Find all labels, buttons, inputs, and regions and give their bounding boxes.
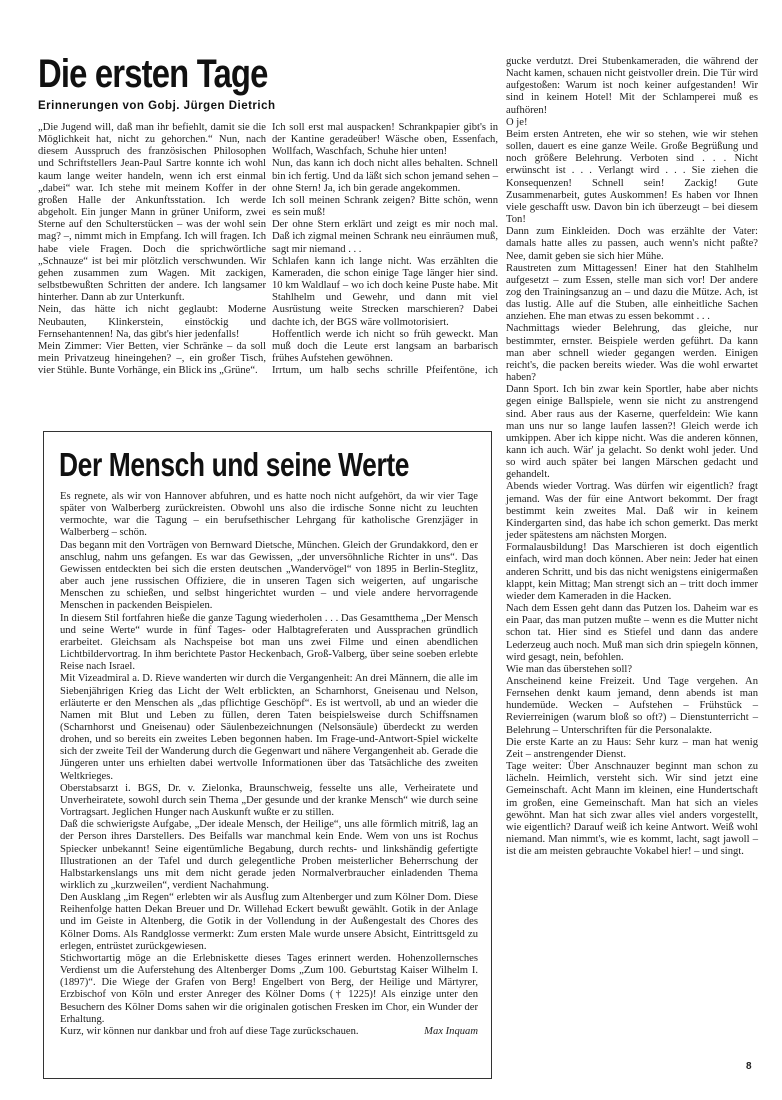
paragraph: „Die Jugend will, daß man ihr befiehlt, damit sie die Möglichkeit hat, nicht zu gehorchen.“ Nun, nach diesem Ausspruch des französischen Philosophen und Schriftstellers Jean-Paul Sartre konnte ich wohl kaum lange weiter handeln, wenn ich erst einmal „dabei“ war. Ich stehe mit meinem Koffer in der großen Halle der Ankunftsstation. Ich werde abgeholt. Ein junger Mann in grüner Uniform, zwei Sterne auf den Schulterstücken – was der wohl sein mag? –, nimmt mich in Empfang. Ich will fragen. Ich habe viele Fragen. Doch die sprichwörtliche „Schnauze“ ist bei mir plötzlich verschwunden. Wir gehen zusammen zum Wagen. Mit zackigen, selbstbewußten Schritten der andere. Ich langsamer hinterher. Dann ab zur Unterkunft. [38,122,266,304]
paragraph: Die erste Karte an zu Haus: Sehr kurz – man hat wenig Zeit – anstrengender Dienst. [506,736,758,760]
paragraph: Irrtum, um halb sechs schrille Pfeifentöne, ich [272,365,498,377]
paragraph: Schlafen kann ich lange nicht. Was erzählten die Kameraden, die schon einige Tage länger hier sind. 10 km Waldlauf – wo ich doch keine Puste habe. Mit Stahlhelm und Gewehr, und dann mit viel Ausrüstung weite Strecken marschieren? Dabei dachte ich, der BGS wäre vollmotorisiert. [272,255,498,328]
boxed-article-body [60,491,478,1038]
paragraph: Raustreten zum Mittagessen! Einer hat den Stahlhelm aufgesetzt – zum Essen, stelle man sich vor! Der andere zog den Trainingsanzug an – und dazu die Mütze. Ach, ist das lustig. Alle auf die Stuben, alle einheitliche Sachen anziehen. Ehe man etwas zu essen bekommt . . . [506,262,758,323]
article-subtitle: Erinnerungen von Gobj. Jürgen Dietrich [38,100,276,112]
boxed-article-title: Der Mensch und seine Werte [59,446,410,483]
paragraph: Mein Zimmer: Vier Betten, vier Schränke – da soll mein Privatzeug hineingehen? –, ein großer Tisch, vier Stühle. Bunte Vorhänge, ein Blick ins „Grüne“. [38,340,266,377]
paragraph: Nun, das kann ich doch nicht alles behalten. Schnell bin ich fertig. Und da läßt sich schon jemand sehen – ohne Stern! Ja, ich bin gerade angekommen. [272,158,498,194]
paragraph: Ich soll erst mal auspacken! Schrankpapier gibt's in der Kantine geradeüber! Wäsche oben, Essenfach, Wollfach, Waschfach, Schuhe hier unten! [272,122,498,158]
paragraph: Daß die schwierigste Aufgabe, „Der ideale Mensch, der Heilige“, uns alle förmlich mitriß, lag an der Person ihres Darstellers. Des Beifalls war manchmal kein Ende. Wem von uns ist Rochus Spiecker unbekannt! Seine eigentümliche Begabung, durch rechts- und linkshändig gefertigte Illustrationen an der Tafel und durch gelegentliche Proben meisterlicher Beherrschung der Halbstarkenslangs uns mit dem nicht gerade jeden Normalverbraucher einladenden Thema wirklich zu „kurzweilen“, verdient Nachahmung. [60,819,478,891]
paragraph: Wie man das überstehen soll? [506,663,633,675]
paragraph: Oberstabsarzt i. BGS, Dr. v. Zielonka, Braunschweig, fesselte uns alle, Verheiratete und Unverheiratete, sowohl durch sein Thema „Der gesunde und der kranke Mensch“ wie durch seine Vortragsart. Jeglichen Hunger nach Auskunft wußte er zu stillen. [60,782,478,819]
paragraph: Stichwortartig möge an die Erlebniskette dieses Tages erinnert werden. Hohenzollernsches Verdienst um die Auferstehung des Altenberger Doms „Zum 100. Geburtstag Kaiser Wilhelm I. (1897)“. Die Wiege der Grafen von Berg! Engelbert von Berg, der Heilige und Märtyrer, Erzbischof von Köln und erster Anreger des Kölner Doms († 1225)! Als einzige unter den Besuchern des Kölner Doms sahen wir die originalen gotischen Fresken im Chor, ein Wunder der Erhaltung. [60,952,478,1025]
paragraph: Hoffentlich werde ich nicht so früh geweckt. Man muß doch die Leute erst langsam an barbarisch frühes Aufstehen gewöhnen. [272,328,498,364]
paragraph: Formalausbildung! Das Marschieren ist doch eigentlich einfach, wird man doch können. Aber nein: Jeder hat einen anderen Schritt, und bis das nicht wenigstens einigermaßen klappt, kein Mittag; Man strengt sich an – tritt doch immer wieder dem Kameraden in die Hacken. [506,542,758,602]
paragraph: Nein, das hätte ich nicht geglaubt: Moderne Neubauten, Klinkerstein, einstöckig und Fernsehantennen! Na, das gibt's hier jedenfalls! [38,304,266,340]
paragraph: Nachmittags wieder Belehrung, das gleiche, nur bestimmter, ernster. Beispiele werden geführt. Da kann man aber schnell wieder gegangen werden. Einigen reicht's, die packen bereits wieder. Was die wohl erwartet haben? [506,323,758,384]
paragraph: Beim ersten Antreten, ehe wir so stehen, wie wir stehen sollen, dauert es eine ganze Weile. Große Begrüßung und noch größere Belehrung. Verboten sind . . . Nicht erwünscht ist . . . Verlangt wird . . . Sie ziehen die Konsequenzen! Schnell sein! Zackig! Gute Zusammenarbeit, gutes Auskommen! Es haben vor Ihnen viele geschafft usw. Davon bin ich überzeugt – bei diesem Ton! [506,128,758,226]
paragraph: Abends wieder Vortrag. Was dürfen wir eigentlich? fragt jemand. Was der für eine Antwort bekommt. Der fragt bestimmt kein zweites Mal. Daß wir in keinem Kindergarten sind, das habe ich schon gemerkt. Das merkt jeder spätestens am nächsten Morgen. [506,481,758,542]
page-number: 8 [746,1061,752,1072]
paragraph: O je! [506,116,528,128]
article-column-2 [272,122,498,377]
paragraph: Anscheinend keine Freizeit. Und Tage vergehen. An Fernsehen denkt kaum jemand, denn abends ist man hundemüde. Wecken – Aufstehen – Frühstück – Revierreinigen (warum bloß so oft?) – Dienstunterricht – Belehrung – Unterschriften für die Personalakte. [506,675,758,736]
paragraph: Der ohne Stern erklärt und zeigt es mir noch mal. Daß ich zigmal meinen Schrank neu einräumen muß, sagt mir niemand . . . [272,219,498,255]
paragraph: Dann Sport. Ich bin zwar kein Sportler, habe aber nichts gegen einige Ballspiele, wenn sie nicht zu anstrengend sind. Aber raus aus der Kaserne, querfeldein: Wie kann man uns nur so lange laufen lassen?! Gleich werde ich umkippen. Aber ich kippe nicht. Was die anderen können, kann ich auch. Wär' ja gelacht. So denkt wohl jeder. Und so wird auch später bei langen Märschen gedacht und gehandelt. [506,384,758,481]
article-column-3 [506,56,758,858]
paragraph: Tage weiter: Über Anschnauzer beginnt man schon zu lächeln. Heimlich, versteht sich. Wir sind jetzt eine Gemeinschaft. Acht Mann im kleinen, eine Hundertschaft im großen, eine Gemeinschaft. Man hat sich an vieles gewöhnt. Man hat sich zwar alles viel anders vorgestellt, wie eigentlich? Darauf weiß ich keine Antwort. Weiß wohl niemand. Man nimmt's, wie es kommt, lacht, sagt jawoll – ist die am meisten gebrauchte Vokabel hier! – und singt. [506,761,758,858]
paragraph: Dann zum Einkleiden. Doch was erzählte der Vater: damals hatte alles zu passen, auch wenn's nicht paßte? Nee, damit geben sie sich hier Mühe. [506,226,758,262]
author-signature: Max Inquam [424,1025,478,1037]
paragraph: Mit Vizeadmiral a. D. Rieve wanderten wir durch die Vergangenheit: An drei Männern, die alle im Siebenjährigen Krieg das Licht der Welt erblickten, an Scharnhorst, Gneisenau und Nelson, erläuterte er den Menschen als „das pflichtige Geschöpf“. Es ist wertvoll, ab und an wieder die Namen mit Blut und Leben zu füllen, deren Taten beispielsweise durch Schiffsnamen (Scharnhorst und Gneisenau) oder Säulenbezeichnungen (Nelsonsäule) überdeckt zu werden drohen, und so bereits ein zweites Leben begonnen haben. Im Frage-und-Antwort-Spiel wickelte sich der zweite Teil der Wanderung durch die Gegenwart und nähere Vergangenheit ab. Gerade die Jüngeren unter uns erhielten dabei wertvolle Informationen über das Tatsächliche des zweiten Weltkrieges. [60,673,478,782]
paragraph: Den Ausklang „im Regen“ erlebten wir als Ausflug zum Altenberger und zum Kölner Dom. Diese Reihenfolge hatten Dekan Breuer und Dr. Willehad Eckert bewußt gewählt. Gotik in der Anlage und im Geiste in Altenberg, die Gotik in der Vollendung in der Außengestalt des Chores des Kölner Doms. Als Randglosse vermerkt: Zum ersten Male wurde unsere Absicht, Eintrittsgeld zu erlegen, entrüstet zurückgewiesen. [60,892,478,952]
article-column-1 [38,122,266,377]
article-title: Die ersten Tage [38,52,268,96]
paragraph: In diesem Stil fortfahren hieße die ganze Tagung wiederholen . . . Das Gesamtthema „Der Mensch und seine Werte“ wurde in fünf Tages- oder Halbtagreferaten und Aussprachen gründlich erarbeitet. Gleichsam als Nachspeise bot man uns zwei Filme und einen abendlichen Lichtbildervortrag. In ihm berichtete Pastor Heckenbach, Groß-Valberg, über seine soeben erlebte Reise nach Israel. [60,612,478,673]
paragraph: gucke verdutzt. Drei Stubenkameraden, die während der Nacht kamen, schauen nicht geistvoller drein. Die Tür wird aufgestoßen: Warum ist noch keiner aufgestanden! Wir sind in keinem Hotel! Mit der Schlamperei muß es aufhören! [506,56,758,116]
paragraph: Es regnete, als wir von Hannover abfuhren, und es hatte noch nicht aufgehört, da wir vier Tage später von Walberberg zurückreisten. Obwohl uns also die irdische Sonne nicht zu leuchten vermochte, war die Tagung – ein berufsethischer Lehrgang für katholische Grenzjäger in Walberberg – schön. [60,491,478,539]
paragraph: Ich soll meinen Schrank zeigen? Bitte schön, wenn es sein muß! [272,194,498,219]
paragraph: Das begann mit den Vorträgen von Bernward Dietsche, München. Gleich der Grundakkord, den er anschlug, nahm uns gefangen. Es war das Gewissen, „der unversöhnliche Richter in uns“. Das Gewissen entdeckten bei sich die ersten deutschen „Wandervögel“ von 1895 in Berlin-Steglitz, aber auch jene russischen Offiziere, die in unseren Tagen sich weigerten, auf ungarische Menschen zu schießen, und selbst hingerichtet wurden – und viele andere hervorragende Menschen in packenden Beispielen. [60,539,478,612]
closing-paragraph [60,1026,478,1038]
boxed-article [43,431,492,1079]
closing-text: Kurz, wir können nur dankbar und froh auf diese Tage zurückschauen. [60,1025,359,1037]
paragraph: Nach dem Essen geht dann das Putzen los. Daheim war es ein Paar, das man putzen mußte – wenn es die Mutter nicht schon tat. Hier sind es Stiefel und dann das andere Lederzeug auch noch. Muß man sich drin spiegeln können, wird gesagt, nein, befohlen. [506,603,758,663]
